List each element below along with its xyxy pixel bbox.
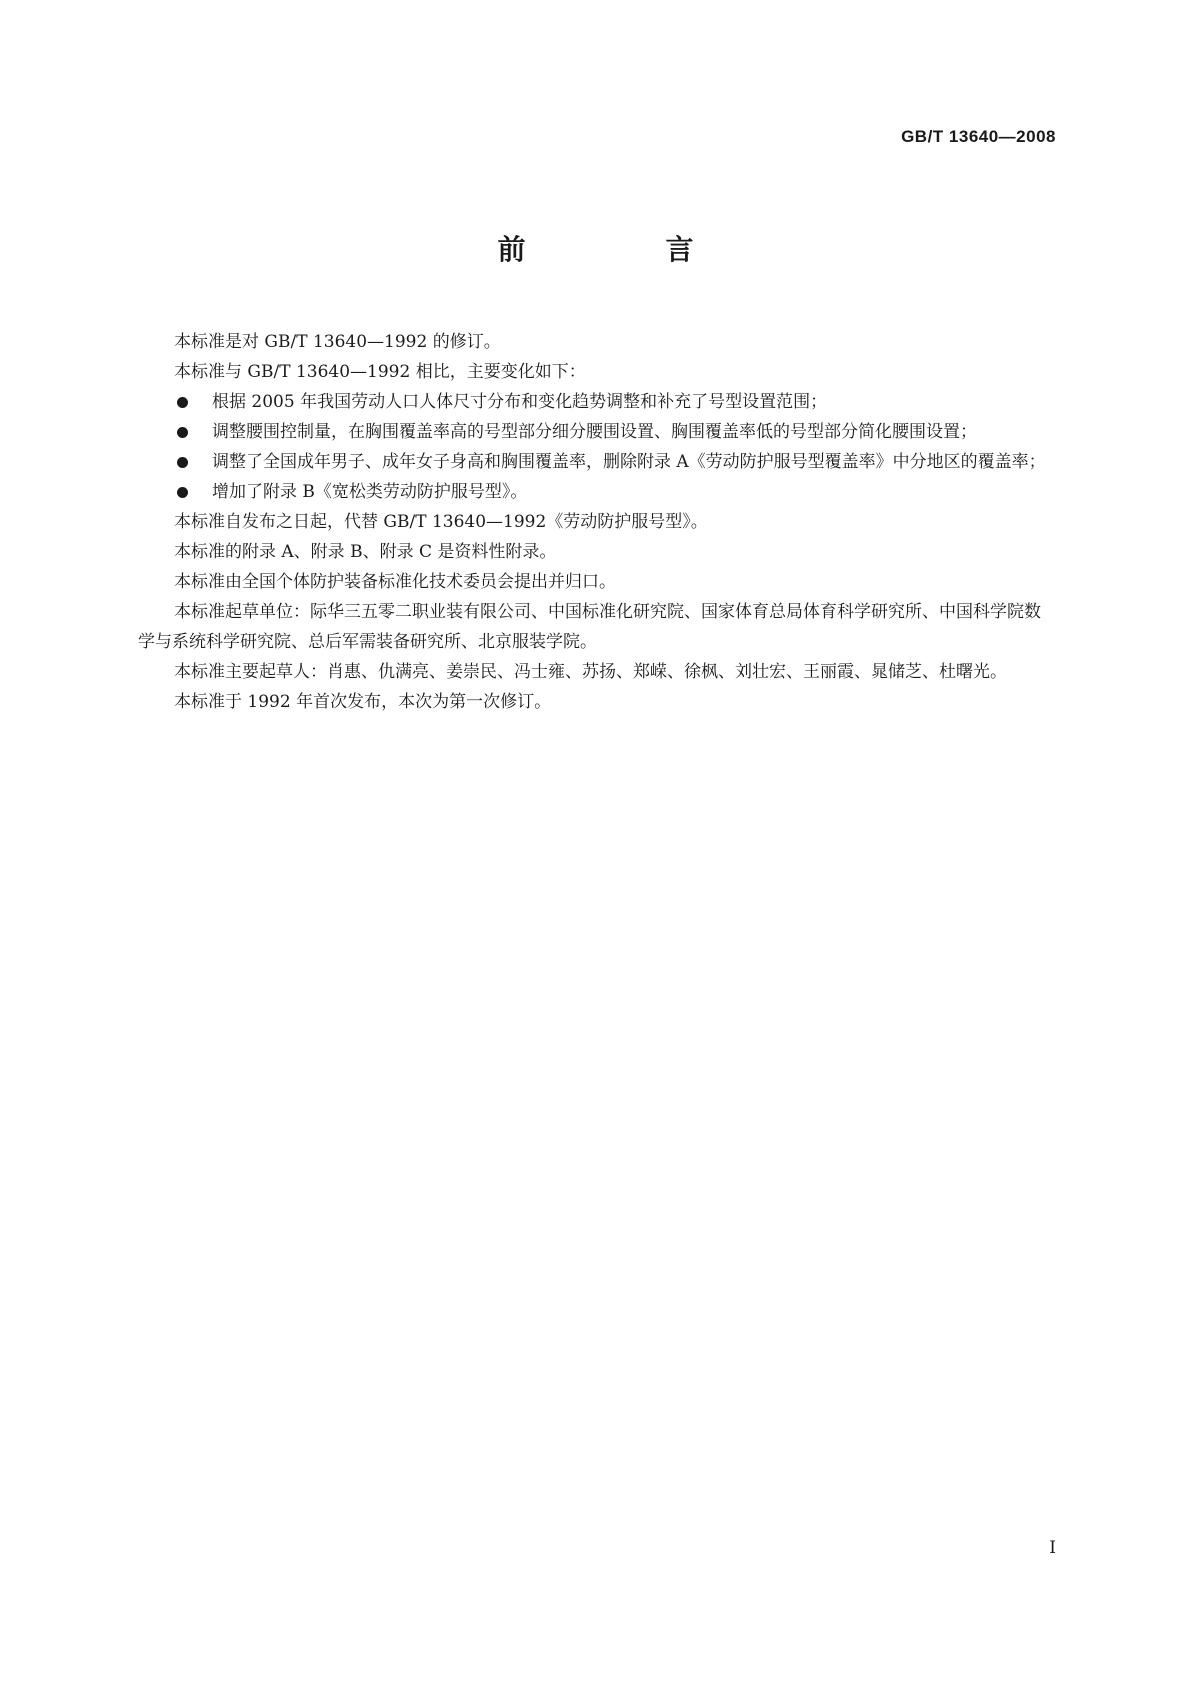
bullet-dot-icon [177,487,188,498]
bullet-dot-icon [177,457,188,468]
bullet-dot-icon [177,397,188,408]
bullet-text: 增加了附录 B《宽松类劳动防护服号型》。 [212,482,528,502]
bullet-dot-icon [177,427,188,438]
bullet-text: 调整腰围控制量，在胸围覆盖率高的号型部分细分腰围设置、胸围覆盖率低的号型部分简化腰围设置； [212,422,977,442]
bullet-item [138,417,1053,447]
bullet-item [138,447,1053,477]
paragraph: 本标准主要起草人：肖惠、仇满亮、姜崇民、冯士雍、苏扬、郑嵘、徐枫、刘壮宏、王丽霞、晁储芝、杜曙光。 [174,662,1007,682]
paragraph: 本标准由全国个体防护装备标准化技术委员会提出并归口。 [174,572,616,592]
paragraph: 本标准于 1992 年首次发布，本次为第一次修订。 [174,692,552,712]
bullet-item [138,477,1053,507]
paragraph: 本标准是对 GB/T 13640—1992 的修订。 [174,332,501,352]
bullet-text: 调整了全国成年男子、成年女子身高和胸围覆盖率，删除附录 A《劳动防护服号型覆盖率》中分地区的覆盖率； [212,452,1046,472]
paragraph: 本标准与 GB/T 13640—1992 相比，主要变化如下： [174,362,586,382]
foreword-body [138,327,1053,717]
page-number: I [1049,1538,1056,1558]
bullet-item [138,387,1053,417]
bullet-text: 根据 2005 年我国劳动人口人体尺寸分布和变化趋势调整和补充了号型设置范围； [212,392,828,412]
paragraph: 本标准自发布之日起，代替 GB/T 13640—1992《劳动防护服号型》。 [174,512,708,532]
standard-code: GB/T 13640—2008 [901,127,1056,146]
page-title: 前 言 [497,233,750,266]
paragraph: 本标准起草单位：际华三五零二职业装有限公司、中国标准化研究院、国家体育总局体育科学研究所、中国科学院数学与系统科学研究院、总后军需装备研究所、北京服装学院。 [138,602,1041,652]
paragraph: 本标准的附录 A、附录 B、附录 C 是资料性附录。 [174,542,557,562]
